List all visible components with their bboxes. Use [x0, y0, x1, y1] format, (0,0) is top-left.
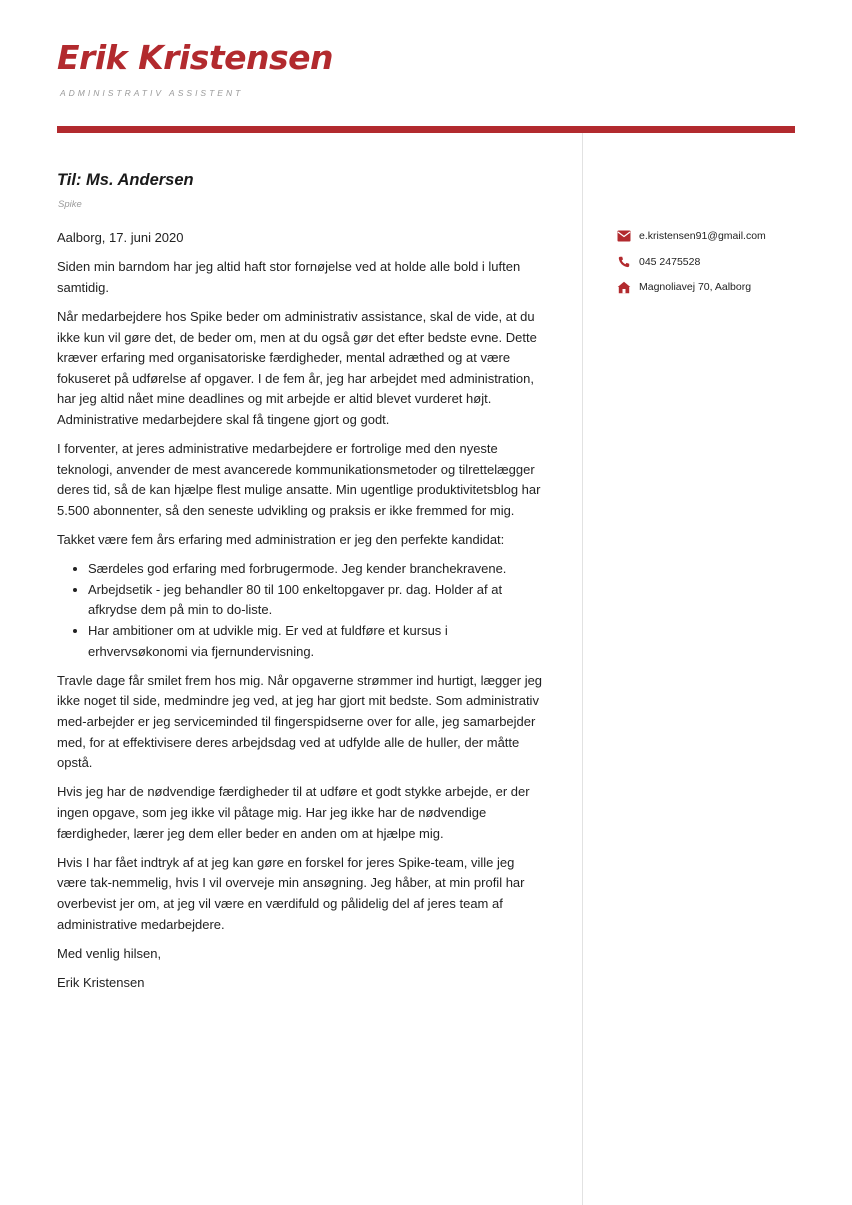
letter-paragraph: Siden min barndom har jeg altid haft stor fornøjelse ved at holde alle bold i luften samtidig. — [57, 259, 521, 295]
list-item: • Har ambitioner om at udvikle mig. Er ved at fuldføre et kursus i erhvervsøkonomi via fjernundervisning. — [88, 621, 545, 662]
contact-phone[interactable] — [617, 254, 766, 270]
email-text: e.kristensen91@gmail.com — [639, 230, 766, 242]
letter-paragraph: Når medarbejdere hos Spike beder om administrativ assistance, skal de vide, at du ikke kun vil gøre det, de beder om, men at du også gør det efter bedste evne. Dette kræver erfaring med organisatoriske færdigheder, mental adræthed og at være fokuseret på udførelse af opgaver. I de fem år, jeg har arbejdet med administration, har jeg altid nået mine deadlines og mit arbejde er altid blevet vurderet højt. Administrative medarbejdere skal få tingene gjort og godt. — [57, 308, 537, 427]
applicant-name: Erik Kristensen — [57, 38, 334, 77]
phone-icon — [617, 255, 631, 269]
phone-text: 045 2475528 — [639, 255, 701, 268]
letter-paragraph: Takket være fem års erfaring med administration er jeg den perfekte kandidat: — [57, 532, 505, 548]
date-line: Aalborg, 17. juni 2020 — [57, 230, 184, 245]
letter-body — [57, 228, 545, 994]
job-title: ADMINISTRATIV ASSISTENT — [60, 88, 244, 98]
header-accent-bar — [57, 126, 795, 133]
address-icon — [617, 280, 631, 294]
contact-email[interactable] — [617, 228, 766, 244]
contact-info — [617, 228, 766, 305]
address-text: Magnoliavej 70, Aalborg — [639, 281, 752, 294]
recipient-greeting: Til: Ms. Andersen — [57, 171, 194, 189]
signature: Erik Kristensen — [57, 974, 145, 990]
list-item: • Særdeles god erfaring med forbrugermode. Jeg kender branchekravene. — [88, 559, 545, 580]
contact-address — [617, 279, 766, 295]
list-item: • Arbejdsetik - jeg behandler 80 til 100 enkeltopgaver pr. dag. Holder af at afkrydse dem på min to do-liste. — [88, 580, 545, 621]
closing-line: Med venlig hilsen, — [57, 945, 162, 961]
letter-paragraph: Hvis jeg har de nødvendige færdigheder til at udføre et godt stykke arbejde, er der ingen opgave, som jeg ikke vil påtage mig. Har jeg ikke har de nødvendige færdigheder, lærer jeg dem eller beder en anden om at hjælpe mig. — [57, 784, 530, 841]
column-divider — [582, 133, 583, 1205]
letter-paragraph: Travle dage får smilet frem hos mig. Når opgaverne strømmer ind hurtigt, lægger jeg ikke noget til side, medmindre jeg ved, at jeg har gjort mit bedste. Som administrativ med-arbejder er jeg serviceminded til fingerspidserne over for alle, jeg samarbejder med, for at effektivisere deres arbejdsdag ved at udfylde alle de huller, der måtte opstå. — [57, 672, 543, 771]
letter-paragraph: Hvis I har fået indtryk af at jeg kan gøre en forskel for jeres Spike-team, ville jeg være tak-nemmelig, hvis I vil overveje min ansøgning. Jeg håber, at min profil har overbevist jer om, at jeg vil være en værdifuld og pålidelig del af jeres team af administrative medarbejdere. — [57, 854, 525, 932]
qualification-list — [57, 559, 545, 662]
letter-paragraph: I forventer, at jeres administrative medarbejdere er fortrolige med den nyeste teknologi, anvender de mest avancerede kommunikationsmetoder og tilrettelægger deres tid, så de kan hjælpe flest mulige ansatte. Min ugentlige produktivitetsblog har 5.500 abonnenter, så den seneste udvikling og praksis er ikke fremmed for mig. — [57, 441, 541, 518]
recipient-company: Spike — [58, 199, 82, 210]
email-icon — [617, 229, 631, 243]
